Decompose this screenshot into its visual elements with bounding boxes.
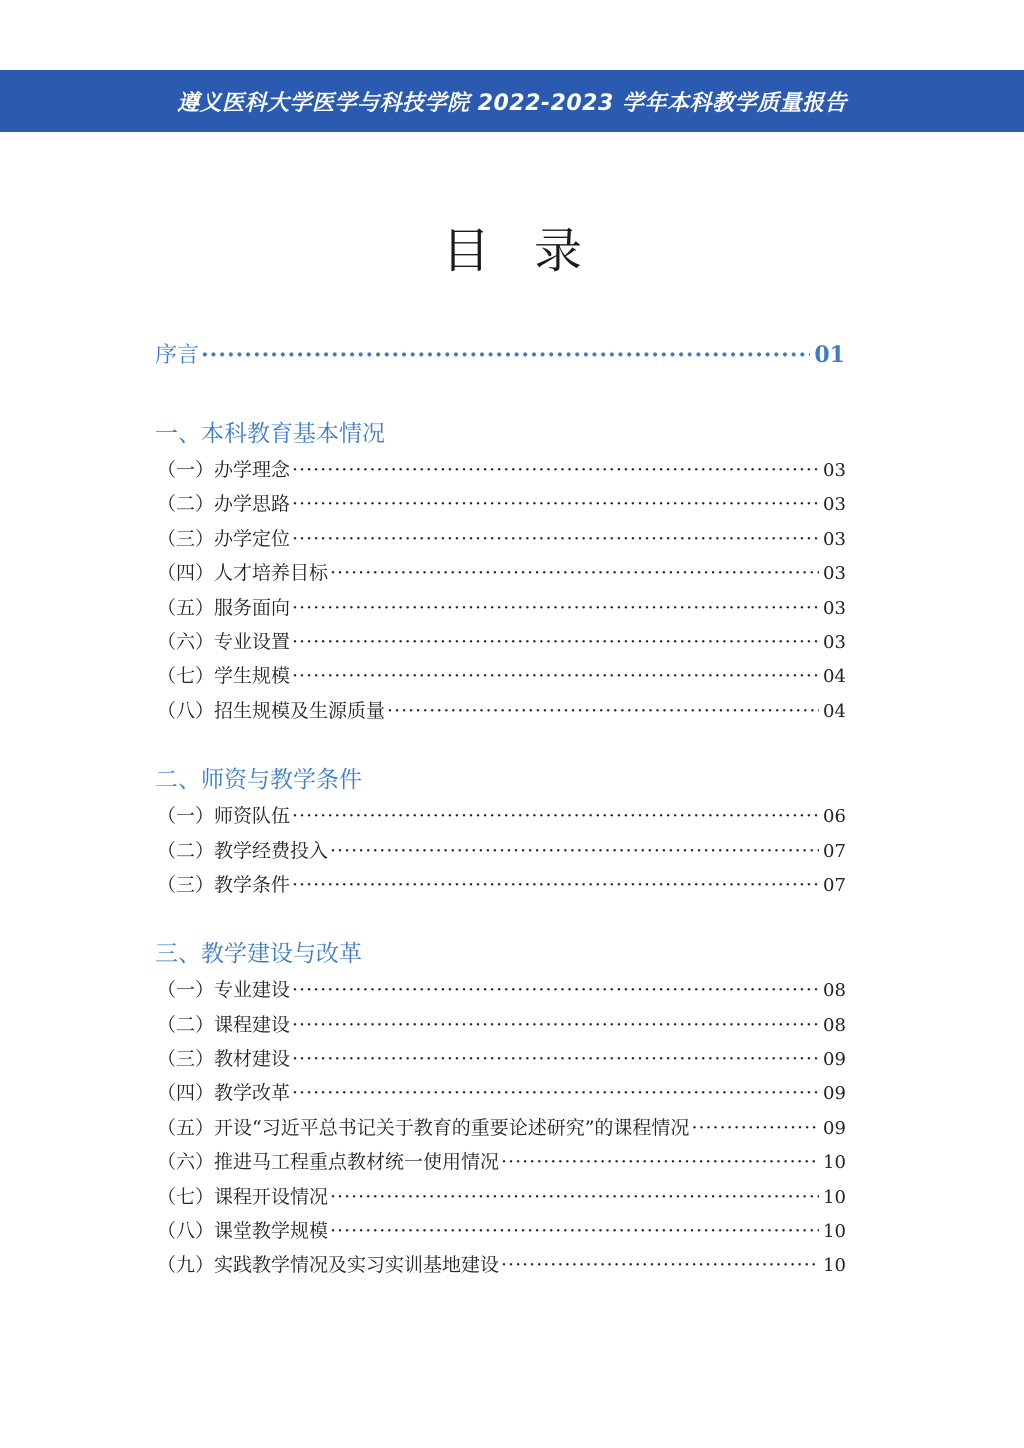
toc-entry[interactable] bbox=[155, 1111, 845, 1145]
toc-entry[interactable] bbox=[155, 659, 845, 693]
dot-leader bbox=[330, 834, 819, 868]
toc-entry-label: （二）办学思路 bbox=[157, 493, 291, 516]
toc-entry[interactable] bbox=[155, 487, 845, 521]
toc-entry[interactable] bbox=[155, 1214, 845, 1248]
toc-entry-label: （四）教学改革 bbox=[157, 1082, 291, 1105]
toc-entry-page: 07 bbox=[823, 840, 846, 862]
dot-leader bbox=[292, 868, 819, 902]
banner-title: 遵义医科大学医学与科技学院 2022-2023 学年本科教学质量报告 bbox=[177, 90, 847, 116]
toc-entry-label: （六）推进马工程重点教材统一使用情况 bbox=[157, 1151, 500, 1174]
toc-section bbox=[155, 935, 845, 1283]
toc-entry[interactable] bbox=[155, 868, 845, 902]
toc-entry-page: 10 bbox=[823, 1255, 846, 1277]
toc-entry[interactable] bbox=[155, 625, 845, 659]
toc-entry-label: （八）课堂教学规模 bbox=[157, 1220, 329, 1243]
toc-entry-label: （六）专业设置 bbox=[157, 630, 291, 653]
toc-entry[interactable] bbox=[155, 1076, 845, 1110]
toc-entry-label: （三）教材建设 bbox=[157, 1048, 291, 1071]
dot-leader bbox=[292, 1076, 819, 1110]
toc-entry-page: 09 bbox=[823, 1083, 846, 1105]
toc-entry-page: 03 bbox=[823, 563, 846, 585]
toc-entry[interactable] bbox=[155, 799, 845, 833]
toc-section-heading[interactable]: 三、教学建设与改革 bbox=[155, 941, 362, 968]
toc-entry-page: 03 bbox=[823, 631, 846, 653]
table-of-contents bbox=[155, 338, 845, 1283]
dot-leader bbox=[501, 1145, 819, 1179]
dot-leader bbox=[292, 1008, 819, 1042]
toc-entry-page: 01 bbox=[814, 342, 845, 368]
dot-leader bbox=[292, 522, 819, 556]
toc-section-heading[interactable]: 二、师资与教学条件 bbox=[155, 767, 362, 794]
dot-leader bbox=[292, 1042, 819, 1076]
toc-entry[interactable] bbox=[155, 1042, 845, 1076]
dot-leader bbox=[292, 453, 819, 487]
toc-entry-page: 03 bbox=[823, 528, 846, 550]
toc-entry-label: （二）教学经费投入 bbox=[157, 839, 329, 862]
toc-entry-page: 08 bbox=[823, 1014, 846, 1036]
dot-leader bbox=[691, 1111, 819, 1145]
toc-entry[interactable] bbox=[155, 591, 845, 625]
toc-entry-label: （五）服务面向 bbox=[157, 596, 291, 619]
toc-entry-label: （三）教学条件 bbox=[157, 873, 291, 896]
toc-entry-label: （三）办学定位 bbox=[157, 527, 291, 550]
dot-leader bbox=[330, 1214, 819, 1248]
header-banner bbox=[0, 70, 1024, 132]
toc-entry[interactable] bbox=[155, 694, 845, 728]
toc-entry[interactable] bbox=[155, 522, 845, 556]
toc-entry-page: 03 bbox=[823, 460, 846, 481]
toc-entry-label: （一）师资队伍 bbox=[157, 805, 291, 828]
toc-entry[interactable] bbox=[155, 973, 845, 1007]
toc-entry[interactable] bbox=[155, 556, 845, 590]
toc-section bbox=[155, 415, 845, 728]
dot-leader bbox=[292, 973, 819, 1007]
dot-leader bbox=[292, 591, 819, 625]
dot-leader bbox=[387, 694, 819, 728]
toc-entry-page: 09 bbox=[823, 1117, 846, 1139]
toc-entry-label: （七）学生规模 bbox=[157, 665, 291, 688]
toc-entry-page: 10 bbox=[823, 1221, 846, 1243]
toc-entry-page: 04 bbox=[823, 666, 846, 688]
dot-leader bbox=[330, 556, 819, 590]
dot-leader bbox=[292, 487, 819, 521]
toc-entry-page: 04 bbox=[823, 700, 846, 722]
toc-entry[interactable] bbox=[155, 1180, 845, 1214]
toc-entry-page: 08 bbox=[823, 980, 846, 1002]
toc-entry-label: （二）课程建设 bbox=[157, 1013, 291, 1036]
toc-entry-label: 序言 bbox=[155, 343, 200, 368]
dot-leader bbox=[330, 1180, 819, 1214]
toc-entry[interactable] bbox=[155, 1248, 845, 1282]
toc-entry-label: （八）招生规模及生源质量 bbox=[157, 699, 386, 722]
dot-leader bbox=[292, 799, 819, 833]
toc-entry-label: （四）人才培养目标 bbox=[157, 562, 329, 585]
toc-section-heading[interactable]: 一、本科教育基本情况 bbox=[155, 421, 385, 447]
toc-title: 目录 bbox=[441, 223, 626, 279]
toc-entry-label: （一）办学理念 bbox=[157, 459, 291, 481]
toc-entry-page: 03 bbox=[823, 597, 846, 619]
dot-leader bbox=[292, 659, 819, 693]
toc-entry-page: 03 bbox=[823, 494, 846, 516]
toc-entry-label: （一）专业建设 bbox=[157, 979, 291, 1002]
toc-section bbox=[155, 761, 845, 902]
dot-leader bbox=[201, 342, 810, 368]
toc-entry-preface[interactable] bbox=[155, 338, 845, 382]
dot-leader bbox=[292, 625, 819, 659]
toc-entry-page: 10 bbox=[823, 1152, 846, 1174]
toc-entry-page: 07 bbox=[823, 874, 846, 896]
toc-entry[interactable] bbox=[155, 1145, 845, 1179]
toc-entry-label: （五）开设“习近平总书记关于教育的重要论述研究”的课程情况 bbox=[157, 1116, 690, 1139]
toc-entry-page: 09 bbox=[823, 1049, 846, 1071]
toc-entry-page: 10 bbox=[823, 1186, 846, 1208]
toc-entry-label: （七）课程开设情况 bbox=[157, 1185, 329, 1208]
toc-entry[interactable] bbox=[155, 453, 845, 487]
toc-entry[interactable] bbox=[155, 834, 845, 868]
toc-entry-page: 06 bbox=[823, 806, 846, 828]
toc-entry-label: （九）实践教学情况及实习实训基地建设 bbox=[157, 1254, 500, 1277]
toc-entry[interactable] bbox=[155, 1008, 845, 1042]
dot-leader bbox=[501, 1248, 819, 1282]
